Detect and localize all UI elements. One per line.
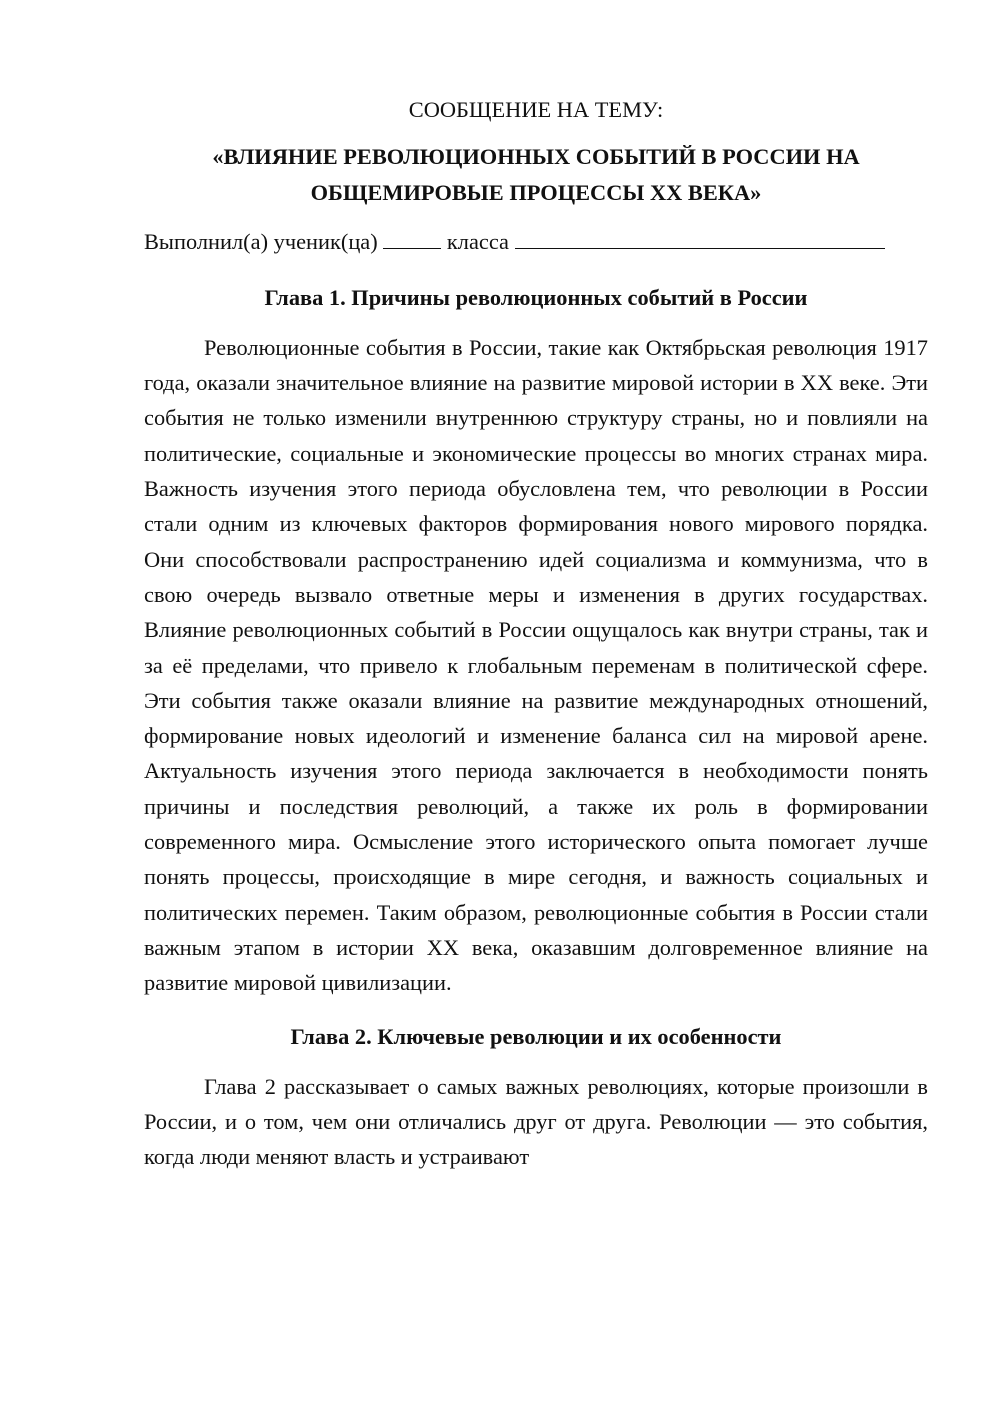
document-title (144, 139, 928, 210)
chapter-2-text: Глава 2 рассказывает о самых важных революциях, которые произошли в России, и о том, чем они отличались друг от друга. Революции — это события, когда люди меняют власть и устраивают (144, 1073, 928, 1170)
document-title-line-2: ОБЩЕМИРОВЫЕ ПРОЦЕССЫ XX ВЕКА» (310, 179, 762, 205)
student-label: Выполнил(а) ученик(ца) (144, 229, 378, 255)
student-name-blank (515, 228, 885, 249)
document-label: СООБЩЕНИЕ НА ТЕМУ: (408, 97, 664, 122)
chapter-1-heading: Глава 1. Причины революционных событий в России (264, 284, 808, 310)
class-number-blank (383, 228, 441, 249)
class-label: класса (446, 229, 509, 255)
student-info-line (144, 224, 928, 259)
chapter-2-heading: Глава 2. Ключевые революции и их особенности (290, 1023, 782, 1049)
chapter-1-text: Революционные события в России, такие как Октябрьская революция 1917 года, оказали значительное влияние на развитие мировой истории в XX веке. Эти события не только изменили внутреннюю структуру страны, но и повлияли на политические, социальные и экономические процессы во многих странах мира. Важность изучения этого периода обусловлена тем, что революции в России стали одним из ключевых факторов формирования нового мирового порядка. Они способствовали распространению идей социализма и коммунизма, что в свою очередь вызвало ответные меры и изменения в других государствах. Влияние революционных событий в России ощущалось как внутри страны, так и за её пределами, что привело к глобальным переменам в политической сфере. Эти события также оказали влияние на развитие международных отношений, формирование новых идеологий и изменение баланса сил на мировой арене. Актуальность изучения этого периода заключается в необходимости понять причины и последствия революций, а также их роль в формировании современного мира. Осмысление этого исторического опыта помогает лучше понять процессы, происходящие в мире сегодня, и важность социальных и политических перемен. Таким образом, революционные события в России стали важным этапом в истории XX века, оказавшим долговременное влияние на развитие мировой цивилизации. (144, 334, 928, 996)
document-title-line-1: «ВЛИЯНИЕ РЕВОЛЮЦИОННЫХ СОБЫТИЙ В РОССИИ НА (212, 144, 860, 170)
document-page (144, 92, 928, 1193)
